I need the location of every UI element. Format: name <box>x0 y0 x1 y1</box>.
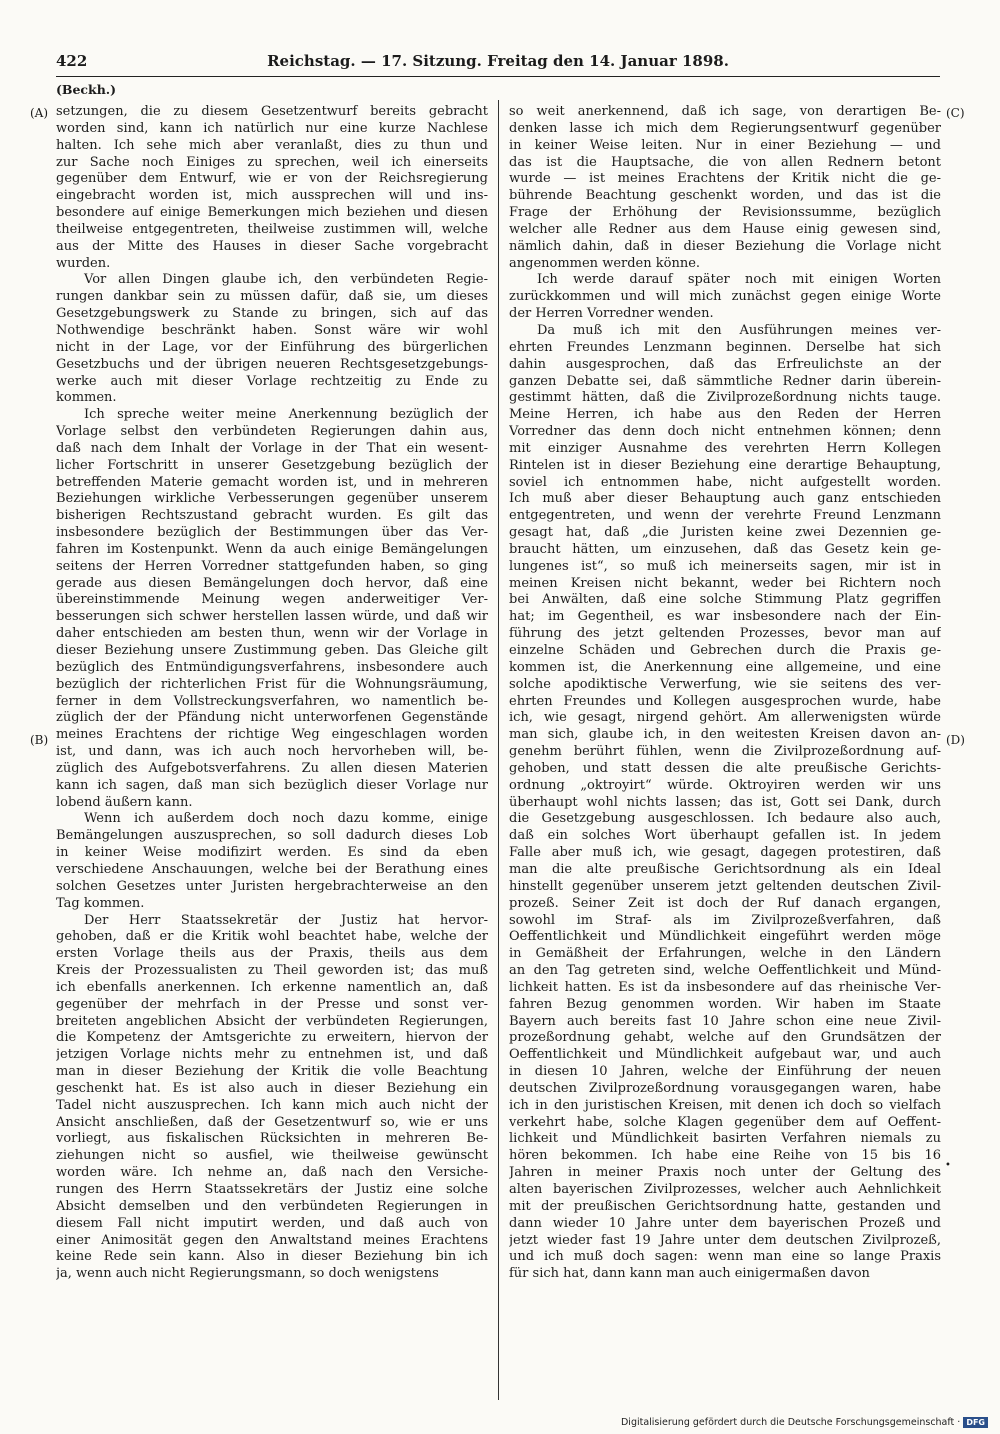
text-line: Der Herr Staatssekretär der Justiz hat hervor- <box>84 912 488 928</box>
text-line: züglich des Aufgebotsverfahrens. Zu allen diesen Materien <box>56 760 488 776</box>
text-line: meines Erachtens der richtige Weg eingeschlagen worden <box>56 727 488 743</box>
text-line: ziehungen nicht so ausfiel, wie theilweise gewünscht <box>56 1148 488 1164</box>
text-line: verkehrt habe, solche Klagen gegenüber dem auf Oeffent- <box>509 1114 941 1130</box>
text-line: mit einziger Ausnahme des verehrten Herrn Kollegen <box>509 440 941 456</box>
text-line: dahin ausgesprochen, daß das Erfreulichste an der <box>509 356 941 372</box>
text-line: so weit anerkennend, daß ich sage, von derartigen Be- <box>509 104 941 119</box>
text-line: Tag kommen. <box>56 895 145 911</box>
text-line: dann wieder 10 Jahre unter dem bayerischen Prozeß und <box>509 1215 941 1231</box>
text-line: lichkeit hatten. Es ist da insbesondere auf das rheinische Ver- <box>509 979 941 995</box>
text-line: sowohl im Straf- als im Zivilprozeßverfahren, daß <box>509 912 941 928</box>
text-line: genehm berührt fühlen, wenn die Zivilprozeßordnung auf- <box>509 744 941 760</box>
text-line: worden sind, kann ich natürlich nur eine kurze Nachlese <box>56 120 488 136</box>
text-line: übereinstimmende Meinung wegen anderweitiger Ver- <box>56 592 488 608</box>
margin-marker-b: (B) <box>30 733 49 747</box>
text-line: soviel ich entnommen habe, nicht aufgestellt worden. <box>509 474 941 490</box>
text-line: meinen Kreisen nicht bekannt, weder bei Richtern noch <box>509 575 941 591</box>
text-line: keine Rede sein kann. Also in dieser Beziehung bin ich <box>56 1249 488 1265</box>
text-line: geschenkt hat. Es ist also auch in dieser Beziehung ein <box>56 1080 488 1096</box>
text-line: gehoben, daß er die Kritik wohl beachtet habe, welche der <box>56 929 488 945</box>
margin-dot: • <box>945 1160 951 1171</box>
text-line: Wenn ich außerdem doch noch dazu komme, einige <box>84 811 488 827</box>
text-line: zur Sache noch Einiges zu sprechen, weil ich einerseits <box>56 154 488 170</box>
text-line: man sich, glaube ich, in den weitesten Kreisen davon an- <box>509 727 941 743</box>
text-line: braucht hätten, um einzusehen, daß das Gesetz kein ge- <box>509 541 941 557</box>
text-line: Nothwendige beschränkt haben. Sonst wäre wir wohl <box>56 322 488 338</box>
margin-marker-a: (A) <box>30 106 49 120</box>
text-line: führung des jetzt geltenden Prozesses, bevor man auf <box>509 626 941 642</box>
text-line: bezüglich des Entmündigungsverfahrens, insbesondere auch <box>56 659 488 675</box>
text-line: man in dieser Beziehung der Kritik die volle Beachtung <box>56 1064 488 1080</box>
text-line: breiteten angeblichen Absicht der verbündeten Regierungen, <box>56 1013 488 1029</box>
text-line: für sich hat, dann kann man auch einigermaßen davon <box>509 1266 870 1282</box>
text-line: bisherigen Rechtszustand gebracht wurden. Es gilt das <box>56 508 488 524</box>
text-line: setzungen, die zu diesem Gesetzentwurf bereits gebracht <box>56 104 488 119</box>
page-header <box>56 52 940 76</box>
text-line: Meine Herren, ich habe aus den Reden der Herren <box>509 407 941 423</box>
text-line: ich in den juristischen Kreisen, mit denen ich doch so vielfach <box>509 1097 941 1113</box>
text-line: betreffenden Materie gemacht worden ist, und in mehreren <box>56 474 488 490</box>
text-line: in diesen 10 Jahren, welche der Einführung der neuen <box>509 1064 941 1080</box>
text-line: daß nach dem Inhalt der Vorlage in der That ein wesent- <box>56 440 488 456</box>
text-line: züglich der der Pfändung nicht unterworfenen Gegenstände <box>56 710 488 726</box>
text-line: denken lasse ich mich dem Regierungsentwurf gegenüber <box>509 120 941 136</box>
text-line: die Kompetenz der Amtsgerichte zu erweitern, hiervon der <box>56 1030 488 1046</box>
text-line: Ich spreche weiter meine Anerkennung bezüglich der <box>84 407 488 423</box>
text-line: ersten Vorlage theils aus der Praxis, theils aus dem <box>56 946 488 962</box>
text-line: jetzt wieder fast 19 Jahre unter dem deutschen Zivilprozeß, <box>509 1232 941 1248</box>
text-line: Bayern auch bereits fast 10 Jahre schon eine neue Zivil- <box>509 1013 941 1029</box>
text-line: Bemängelungen auszusprechen, so soll dadurch dieses Lob <box>56 828 488 844</box>
text-line: welcher alle Redner aus dem Hause einig gewesen sind, <box>509 221 941 237</box>
text-line: einzelne Schäden und Gebrechen durch die Praxis ge- <box>509 643 941 658</box>
text-line: dieser Beziehung unsere Zustimmung geben. Das Gleiche gilt <box>56 643 488 658</box>
text-line: seitens der Herren Vorredner stattgefunden haben, so ging <box>56 558 488 574</box>
text-line: daher entschieden am besten thun, wenn wir der Vorlage in <box>56 626 488 642</box>
text-line: Gesetzgebungswerk zu Stande zu bringen, sich auf das <box>56 306 488 322</box>
text-line: nämlich dahin, daß in dieser Beziehung die Vorlage nicht <box>509 238 941 254</box>
text-line: alten bayerischen Zivilprozesses, welcher auch Aehnlichkeit <box>509 1182 941 1197</box>
text-line: in keiner Weise leiten. Nur in einer Beziehung — und <box>509 137 941 153</box>
text-line: in keiner Weise modifizirt werden. Es sind da eben <box>56 845 488 861</box>
text-line: gerade aus diesen Bemängelungen doch hervor, daß eine <box>56 575 488 591</box>
text-line: ist, und dann, was ich auch noch hervorheben will, be- <box>56 744 488 760</box>
text-line: bei Anwälten, daß eine solche Stimmung Platz gegriffen <box>509 592 941 608</box>
text-line: Tadel nicht auszusprechen. Ich kann mich auch nicht der <box>56 1097 488 1113</box>
text-line: kann ich sagen, daß man sich bezüglich dieser Vorlage nur <box>56 777 488 793</box>
text-line: lichkeit und Mündlichkeit basirten Verfahren niemals zu <box>509 1131 941 1147</box>
text-line: jetzigen Vorlage nichts mehr zu entnehmen ist, und daß <box>56 1047 488 1063</box>
text-line: das ist die Hauptsache, die von allen Rednern betont <box>509 154 941 170</box>
text-line: Ich muß aber dieser Behauptung auch ganz entschieden <box>509 491 941 507</box>
text-line: der Herren Vorredner wenden. <box>509 306 714 322</box>
column-divider <box>498 100 499 1400</box>
left-text-column <box>56 104 488 1394</box>
text-line: Jahren in meiner Praxis noch unter der Geltung des <box>509 1165 941 1181</box>
text-line: worden wäre. Ich nehme an, daß nach den Versiche- <box>56 1165 488 1181</box>
margin-marker-c: (C) <box>946 106 965 120</box>
text-line: Ansicht anschließen, daß der Gesetzentwurf so, wie er uns <box>56 1114 488 1130</box>
running-title: Reichstag. — 17. Sitzung. Freitag den 14. Januar 1898. <box>267 52 729 70</box>
text-line: prozeß. Seiner Zeit ist doch der Ruf danach ergangen, <box>509 895 941 911</box>
text-line: ich, wie gesagt, nirgend gehört. Am allerwenigsten würde <box>509 710 941 726</box>
text-line: Vor allen Dingen glaube ich, den verbündeten Regie- <box>84 272 488 288</box>
text-line: ehrten Freundes und Kollegen ausgesprochen wurde, habe <box>509 693 941 709</box>
text-line: solche apodiktische Verwerfung, wie sie seitens des ver- <box>509 676 941 692</box>
text-line: daß ein solches Wort überhaupt gefallen ist. In jedem <box>509 828 941 844</box>
text-line: in Gemäßheit der Erfahrungen, welche in den Ländern <box>509 946 941 962</box>
text-line: Gesetzbuchs und der übrigen neueren Rechtsgesetzgebungs- <box>56 356 488 372</box>
text-line: fahren Bezug genommen worden. Wir haben im Staate <box>509 996 941 1012</box>
text-line: kommen ist, die Anerkennung eine allgemeine, und eine <box>509 659 941 675</box>
text-line: gesagt hat, daß „die Juristen keine zwei Dezennien ge- <box>509 525 941 541</box>
footer-credit: Digitalisierung gefördert durch die Deutsche Forschungsgemeinschaft · <box>620 1417 961 1428</box>
text-line: ferner in dem Vollstreckungsverfahren, wo namentlich be- <box>56 693 488 709</box>
text-line: hat; im Gegentheil, es war insbesondere nach der Ein- <box>509 609 941 625</box>
text-line: die Gesetzgebung ausgeschlossen. Ich bedaure also auch, <box>509 811 941 827</box>
text-line: zurückkommen und will mich zunächst gegen einige Worte <box>509 289 941 305</box>
text-line: gehoben, und statt dessen die alte preußische Gerichts- <box>509 760 941 776</box>
text-line: werke auch mit dieser Vorlage rechtzeitig zu Ende zu <box>56 373 488 389</box>
text-line: insbesondere bezüglich der Bestimmungen über das Ver- <box>56 525 488 541</box>
margin-marker-d: (D) <box>946 733 965 747</box>
text-line: verschiedene Anschauungen, welche bei der Berathung eines <box>56 861 488 877</box>
text-line: hinstellt gegenüber unserem jetzt geltenden deutschen Zivil- <box>509 878 941 894</box>
text-line: bührende Beachtung geschenkt worden, und das ist die <box>509 188 941 204</box>
text-line: Oeffentlichkeit und Mündlichkeit aufgebaut war, und auch <box>509 1047 941 1063</box>
text-line: halten. Ich sehe mich aber veranlaßt, dies zu thun und <box>56 137 488 153</box>
text-line: theilweise entgegentreten, theilweise zustimmen will, welche <box>56 221 488 237</box>
text-line: hören bekommen. Ich habe eine Reihe von 15 bis 16 <box>509 1148 941 1164</box>
text-line: wurden. <box>56 255 111 271</box>
text-line: Frage der Erhöhung der Revisionssumme, bezüglich <box>509 205 941 221</box>
text-line: ordnung „oktroyirt“ würde. Oktroyiren werden wir uns <box>509 777 941 793</box>
text-line: gegenüber dem Entwurf, wie er von der Reichsregierung <box>56 171 488 187</box>
text-line: ehrten Freundes Lenzmann beginnen. Derselbe hat sich <box>509 339 941 355</box>
text-line: solchen Gesetzes unter Juristen hergebrachterweise an den <box>56 878 488 894</box>
text-line: mit der preußischen Gerichtsordnung hatte, gestanden und <box>509 1198 941 1214</box>
text-line: Beziehungen wirkliche Verbesserungen gegenüber unserem <box>56 491 488 507</box>
header-rule <box>56 76 940 77</box>
text-line: vorliegt, aus fiskalischen Rücksichten in mehreren Be- <box>56 1131 488 1147</box>
text-line: Vorlage selbst den verbündeten Regierungen dahin aus, <box>56 424 488 440</box>
text-line: deutschen Zivilprozeßordnung vorausgegangen waren, habe <box>509 1080 941 1096</box>
page-number: 422 <box>56 52 88 70</box>
text-line: nicht in der Lage, vor der Einführung des bürgerlichen <box>56 339 488 355</box>
text-line: entgegentreten, und wenn der verehrte Freund Lenzmann <box>509 508 941 524</box>
dfg-logo: DFG <box>963 1417 988 1428</box>
text-line: Oeffentlichkeit und Mündlichkeit eingeführt werden möge <box>509 929 941 945</box>
text-line: ich ebenfalls anerkennen. Ich erkenne namentlich an, daß <box>56 979 488 995</box>
text-line: diesem Fall nicht imputirt werden, und daß auch von <box>56 1215 488 1231</box>
text-line: eingebracht worden ist, mich aussprechen will und ins- <box>56 188 488 204</box>
text-line: Absicht demselben und den verbündeten Regierungen in <box>56 1198 488 1214</box>
digitization-footer <box>621 1417 988 1428</box>
text-line: Vorredner das denn doch nicht entnehmen können; denn <box>509 424 941 440</box>
speaker-name: (Beckh.) <box>56 82 117 97</box>
text-line: lungenes ist“, so muß ich meinerseits sagen, mir ist in <box>509 558 941 574</box>
text-line: einer Animosität gegen den Anwaltstand meines Erachtens <box>56 1232 488 1248</box>
text-line: bezüglich der richterlichen Frist für die Wohnungsräumung, <box>56 676 488 692</box>
text-line: ja, wenn auch nicht Regierungsmann, so doch wenigstens <box>56 1266 439 1282</box>
text-line: besserungen sich schwer herstellen lassen würde, und daß wir <box>56 609 488 625</box>
text-line: Da muß ich mit den Ausführungen meines ver- <box>537 322 941 338</box>
text-line: an den Tag getreten sind, welche Oeffentlichkeit und Münd- <box>509 963 941 979</box>
text-line: Ich werde darauf später noch mit einigen Worten <box>537 272 941 288</box>
text-line: ganzen Debatte sei, daß sämmtliche Redner darin überein- <box>509 373 941 389</box>
text-line: angenommen werden könne. <box>509 255 701 271</box>
text-line: Kreis der Prozessualisten zu Theil geworden ist; das muß <box>56 963 488 979</box>
text-line: wurde — ist meines Erachtens der Kritik nicht die ge- <box>509 171 941 187</box>
text-line: gegenüber der mehrfach in der Presse und sonst ver- <box>56 996 488 1012</box>
right-text-column <box>509 104 941 1394</box>
text-line: rungen des Herrn Staatssekretärs der Justiz eine solche <box>56 1182 488 1197</box>
text-line: und ich muß doch sagen: wenn man eine so lange Praxis <box>509 1249 941 1265</box>
text-line: rungen dankbar sein zu müssen dafür, daß sie, um dieses <box>56 289 488 305</box>
text-line: licher Fortschritt in unserer Gesetzgebung bezüglich der <box>56 457 488 473</box>
text-line: lobend äußern kann. <box>56 794 193 810</box>
text-line: prozeßordnung gehabt, welche auf den Grundsätzen der <box>509 1030 941 1046</box>
text-line: überhaupt wohl nichts lassen; das ist, Gott sei Dank, durch <box>509 794 941 810</box>
text-line: aus der Mitte des Hauses in dieser Sache vorgebracht <box>56 238 488 254</box>
text-line: fahren im Kostenpunkt. Wenn da auch einige Bemängelungen <box>56 541 488 557</box>
text-line: Rintelen ist in dieser Beziehung eine derartige Behauptung, <box>509 457 941 473</box>
text-line: Falle aber muß ich, wie gesagt, dagegen protestiren, daß <box>509 845 941 861</box>
text-line: kommen. <box>56 390 117 406</box>
text-line: gestimmt hätten, daß die Zivilprozeßordnung nichts tauge. <box>509 390 941 406</box>
text-line: man die alte preußische Gerichtsordnung als ein Ideal <box>509 861 941 877</box>
text-line: besondere auf einige Bemerkungen mich beziehen und diesen <box>56 205 488 221</box>
